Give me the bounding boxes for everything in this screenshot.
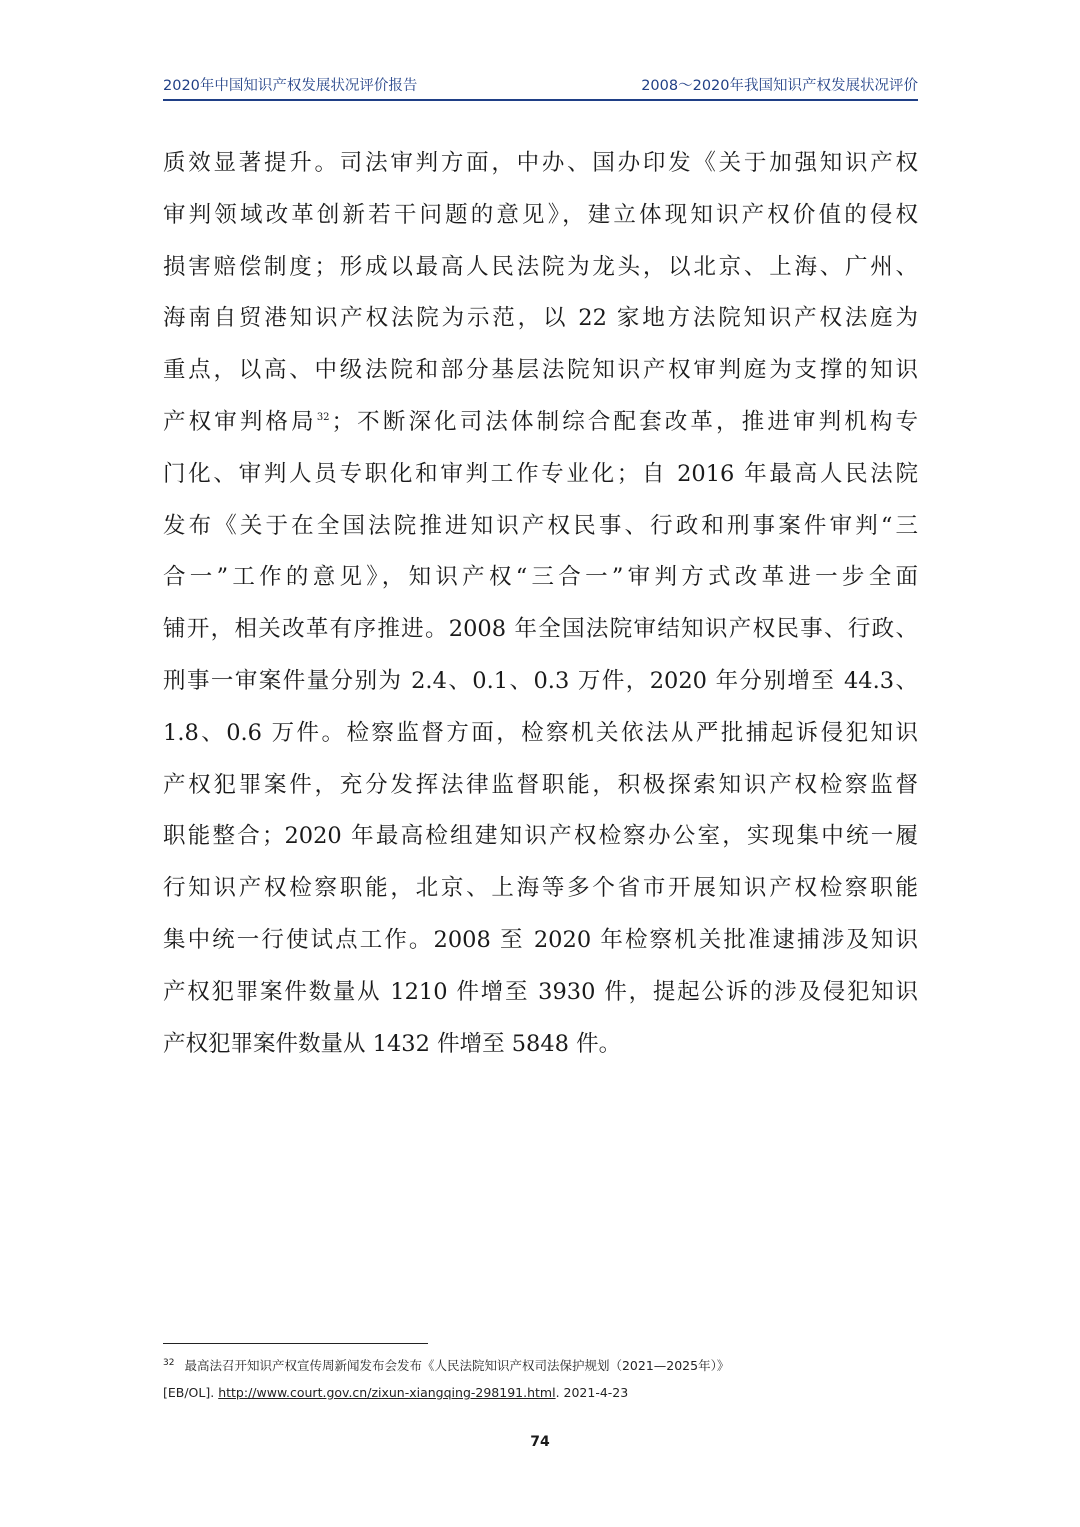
paragraph-line	[163, 397, 918, 449]
paragraph-line: 损害赔偿制度；形成以最高人民法院为龙头，以北京、上海、广州、	[163, 253, 918, 280]
paragraph-line: 职能整合；2020 年最高检组建知识产权检察办公室，实现集中统一履	[163, 823, 918, 850]
line-text: 产权审判格局	[163, 408, 317, 435]
paragraph-line: 门化、审判人员专职化和审判工作专业化；自 2016 年最高人民法院	[163, 460, 918, 487]
page-number: 74	[530, 1434, 550, 1450]
footnote-separator	[163, 1343, 428, 1344]
paragraph-line: 审判领域改革创新若干问题的意见》，建立体现知识产权价值的侵权	[163, 201, 918, 228]
paragraph-line: 海南自贸港知识产权法院为示范，以 22 家地方法院知识产权法庭为	[163, 305, 918, 332]
header-chapter-title: 2008～2020年我国知识产权发展状况评价	[641, 78, 918, 94]
header-rule	[163, 99, 918, 101]
paragraph-line: 发布《关于在全国法院推进知识产权民事、行政和刑事案件审判“三	[163, 512, 918, 539]
line-text: ；不断深化司法体制综合配套改革，推进审判机构专	[331, 408, 918, 435]
paragraph-line: 产权犯罪案件数量从 1210 件增至 3930 件，提起公诉的涉及侵犯知识	[163, 978, 918, 1005]
paragraph-line: 合一”工作的意见》，知识产权“三合一”审判方式改革进一步全面	[163, 564, 918, 591]
paragraph-line: 产权犯罪案件数量从 1432 件增至 5848 件。	[163, 1030, 622, 1057]
footnote-type: [EB/OL].	[163, 1385, 219, 1400]
paragraph-line: 质效显著提升。司法审判方面，中办、国办印发《关于加强知识产权	[163, 150, 918, 176]
header-report-title: 2020年中国知识产权发展状况评价报告	[163, 78, 418, 94]
paragraph-line: 行知识产权检察职能，北京、上海等多个省市开展知识产权检察职能	[163, 875, 918, 902]
footnote	[163, 1352, 923, 1406]
paragraph-line: 集中统一行使试点工作。2008 至 2020 年检察机关批准逮捕涉及知识	[163, 926, 918, 953]
footnote-line-2	[163, 1379, 923, 1406]
paragraph-line: 产权犯罪案件，充分发挥法律监督职能，积极探索知识产权检察监督	[163, 771, 918, 798]
paragraph-line: 刑事一审案件量分别为 2.4、0.1、0.3 万件，2020 年分别增至 44.3、	[163, 667, 918, 694]
body-paragraph	[163, 138, 918, 1070]
paragraph-line: 1.8、0.6 万件。检察监督方面，检察机关依法从严批捕起诉侵犯知识	[163, 719, 918, 746]
footnote-url-link[interactable]: http://www.court.gov.cn/zixun-xiangqing-298191.html	[218, 1385, 556, 1400]
footnote-date: . 2021-4-23	[555, 1385, 629, 1400]
footnote-mark: 32	[163, 1357, 175, 1368]
running-header	[163, 74, 918, 100]
footnote-line-1	[163, 1352, 923, 1379]
footnote-citation: 最高法召开知识产权宣传周新闻发布会发布《人民法院知识产权司法保护规划（2021—2025年）》	[184, 1358, 730, 1373]
paragraph-line: 铺开，相关改革有序推进。2008 年全国法院审结知识产权民事、行政、	[163, 616, 918, 643]
paragraph-line: 重点，以高、中级法院和部分基层法院知识产权审判庭为支撑的知识	[163, 357, 918, 384]
footnote-reference[interactable]: 32	[316, 412, 330, 424]
